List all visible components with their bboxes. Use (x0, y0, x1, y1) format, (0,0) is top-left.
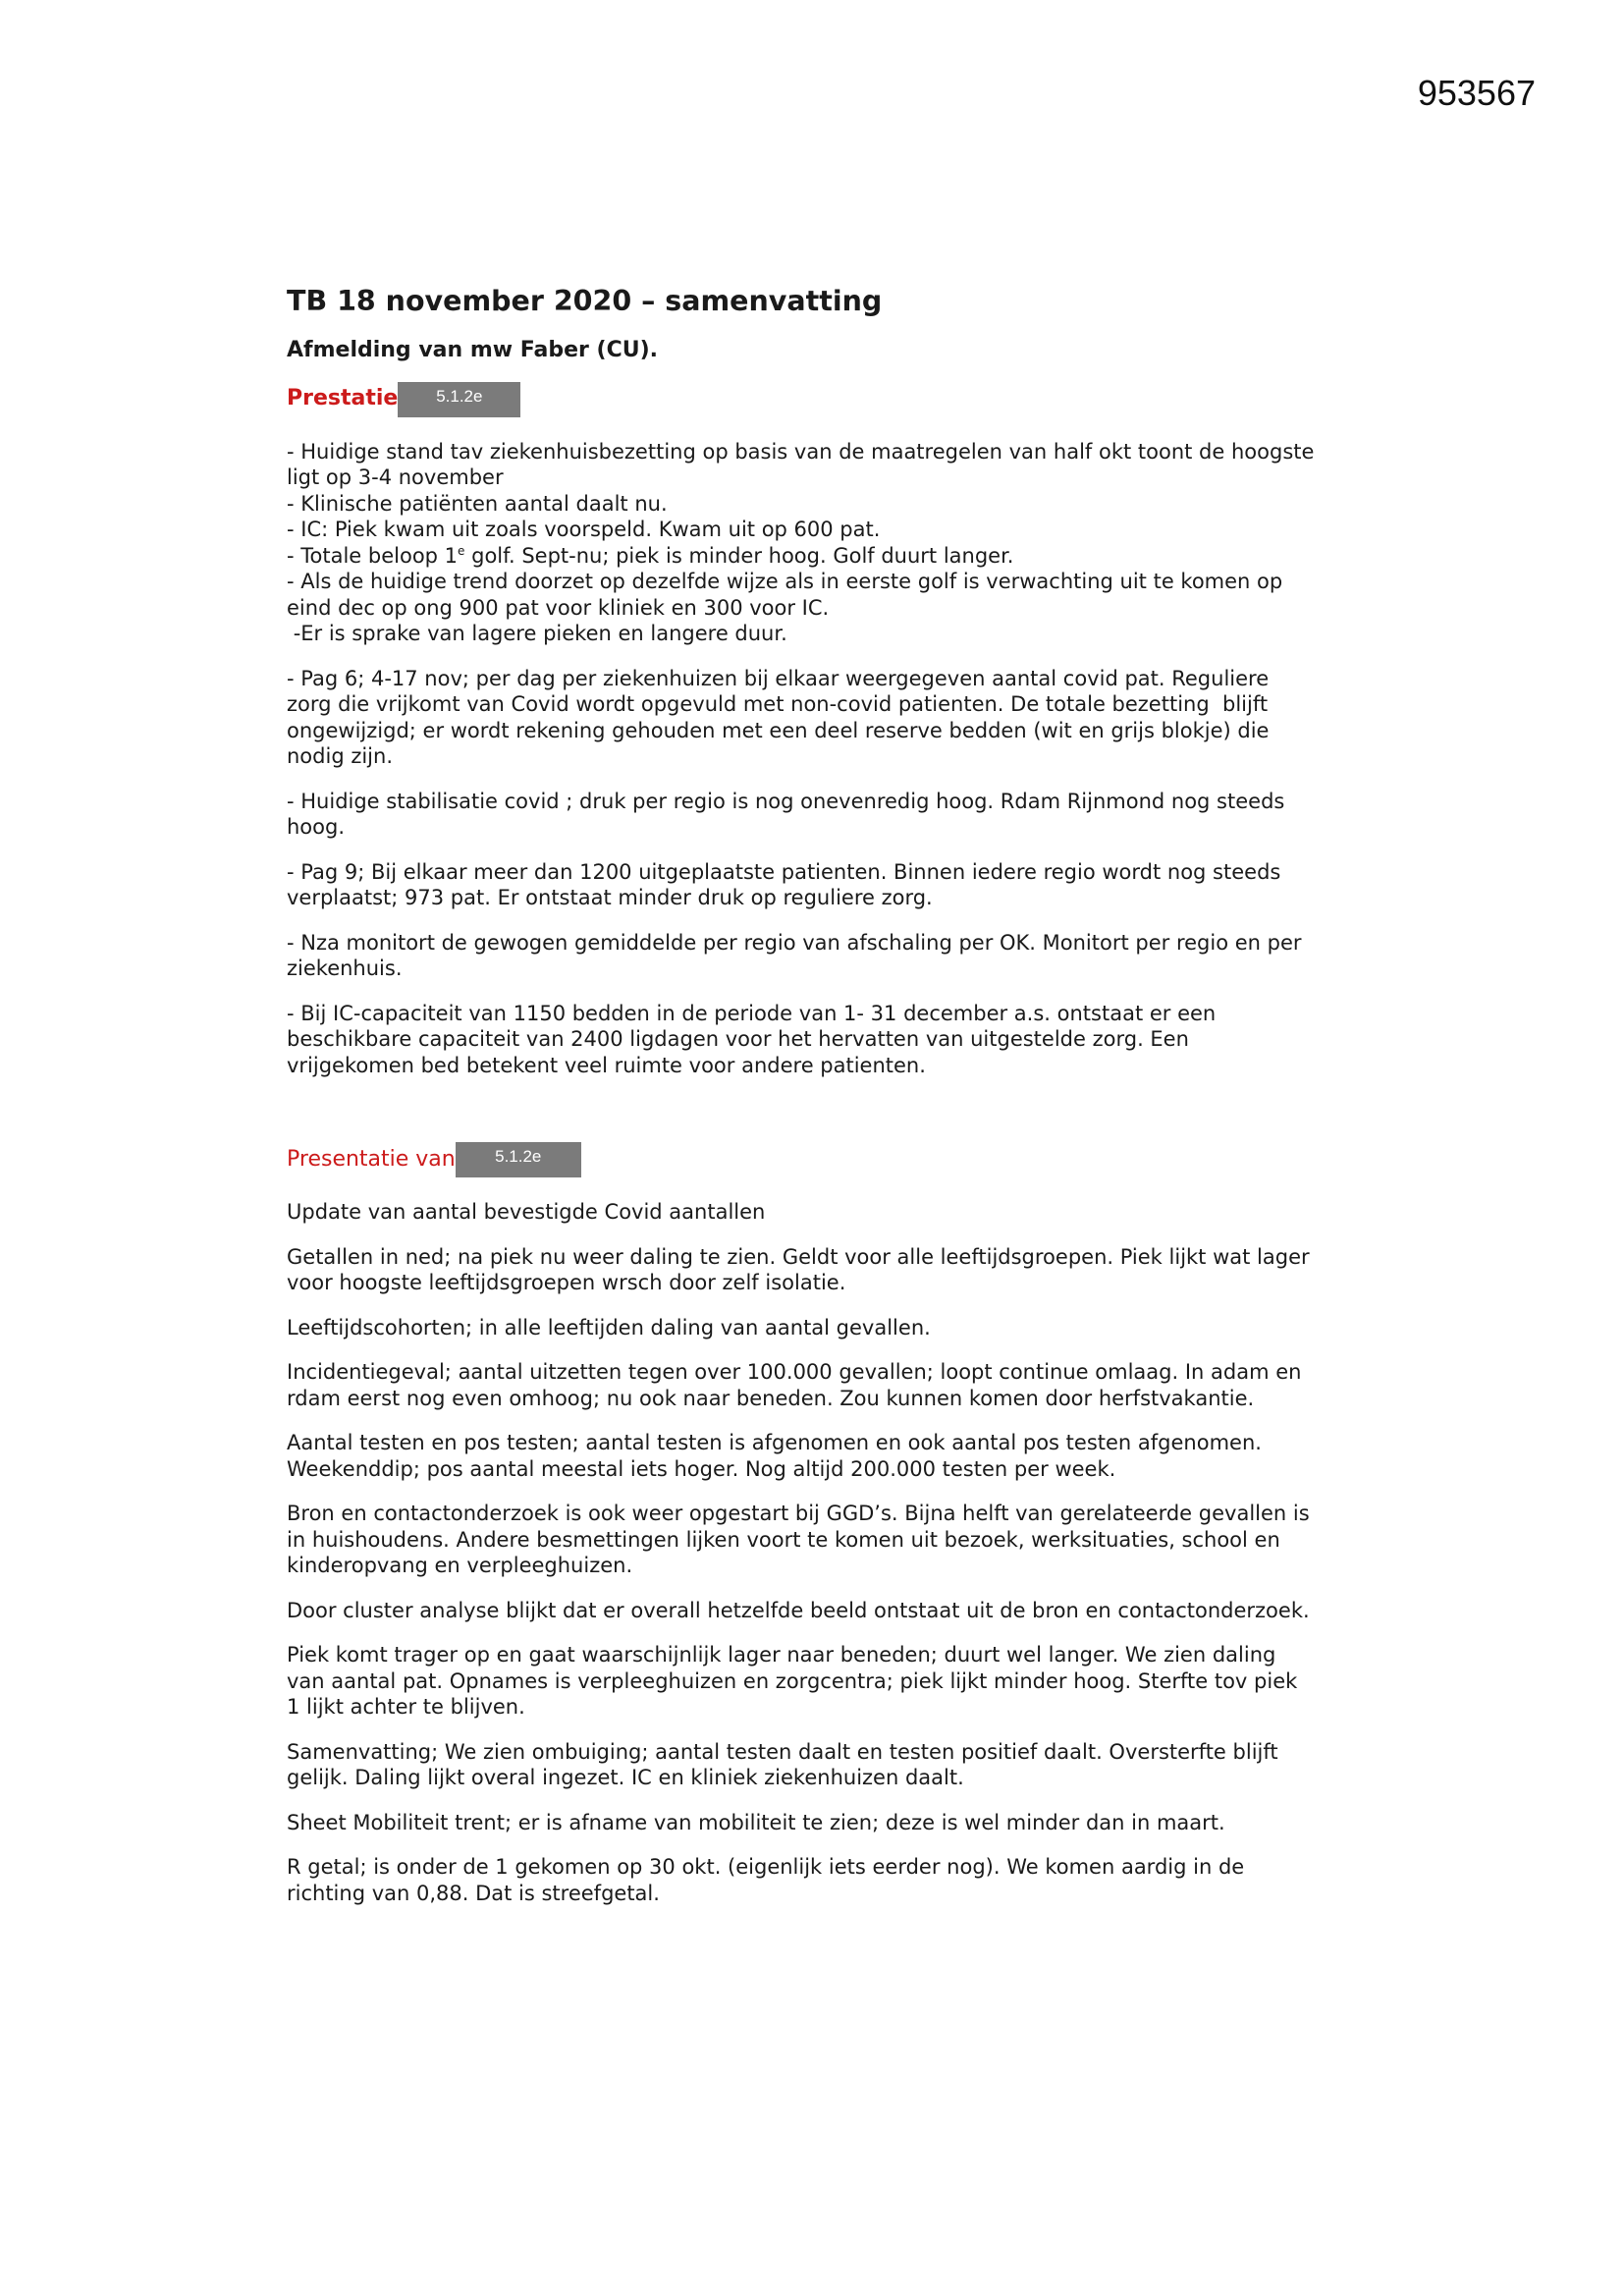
paragraph-line: gelijk. Daling lijkt overal ingezet. IC en kliniek ziekenhuizen daalt. (287, 1766, 964, 1789)
paragraph-line: van aantal pat. Opnames is verpleeghuizen en zorgcentra; piek lijkt minder hoog. Sterfte tov piek (287, 1668, 1298, 1693)
paragraph-line: Update van aantal bevestigde Covid aantallen (287, 1200, 766, 1224)
bullet-line: ligt op 3-4 november (287, 465, 504, 489)
paragraph (287, 789, 1367, 841)
paragraph-line: Incidentiegeval; aantal uitzetten tegen over 100.000 gevallen; loopt continue omlaag. In adam en (287, 1360, 1302, 1384)
paragraph-line: ziekenhuis. (287, 957, 403, 980)
paragraph-line: - Pag 9; Bij elkaar meer dan 1200 uitgeplaatste patienten. Binnen iedere regio wordt nog steeds (287, 859, 1281, 884)
paragraph-line: rdam eerst nog even omhoog; nu ook naar beneden. Zou kunnen komen door herfstvakantie. (287, 1386, 1255, 1410)
paragraph (287, 1642, 1367, 1721)
paragraph-line: in huishoudens. Andere besmettingen lijken voort te komen uit bezoek, werksituaties, school en (287, 1527, 1280, 1552)
paragraph-line: vrijgekomen bed betekent veel ruimte voor andere patienten. (287, 1053, 926, 1077)
subtitle: Afmelding van mw Faber (CU). (287, 338, 658, 362)
paragraph-line: Aantal testen en pos testen; aantal testen is afgenomen en ook aantal pos testen afgenomen. (287, 1431, 1262, 1454)
paragraph-line: richting van 0,88. Dat is streefgetal. (287, 1881, 660, 1905)
paragraph-line: Piek komt trager op en gaat waarschijnlijk lager naar beneden; duurt wel langer. We zien daling (287, 1643, 1276, 1667)
paragraph (287, 1501, 1367, 1579)
paragraph-line: - Nza monitort de gewogen gemiddelde per regio van afschaling per OK. Monitort per regio en per (287, 930, 1302, 955)
bullet-text: golf. Sept-nu; piek is minder hoog. Golf duurt langer. (464, 543, 1014, 568)
paragraph (287, 1810, 1367, 1836)
section-heading-label: Prestatie (287, 386, 399, 411)
paragraph-line: beschikbare capaciteit van 2400 ligdagen voor het hervatten van uitgestelde zorg. Een (287, 1027, 1189, 1051)
document-body (287, 285, 1367, 1925)
paragraph-line: Bron en contactonderzoek is ook weer opgestart bij GGD’s. Bijna helft van gerelateerde gevallen is (287, 1502, 1310, 1525)
paragraph-line: nodig zijn. (287, 744, 394, 768)
paragraph (287, 1001, 1367, 1079)
section-heading-label: Presentatie van (287, 1146, 456, 1172)
paragraph-line: R getal; is onder de 1 gekomen op 30 okt. (eigenlijk iets eerder nog). We komen aardig in de (287, 1855, 1245, 1879)
paragraph-line: Sheet Mobiliteit trent; er is afname van mobiliteit te zien; deze is wel minder dan in maart. (287, 1810, 1225, 1834)
section1-paragraphs (287, 666, 1367, 1079)
paragraph-line: verplaatst; 973 pat. Er ontstaat minder druk op reguliere zorg. (287, 886, 933, 909)
paragraph (287, 1315, 1367, 1341)
paragraph (287, 666, 1367, 770)
paragraph (287, 1199, 1367, 1226)
paragraph (287, 1244, 1367, 1296)
paragraph-line: - Pag 6; 4-17 nov; per dag per ziekenhuizen bij elkaar weergegeven aantal covid pat. Reguliere (287, 666, 1270, 690)
paragraph-line: Door cluster analyse blijkt dat er overall hetzelfde beeld ontstaat uit de bron en contactonderzoek. (287, 1598, 1310, 1622)
bullet-line: - Klinische patiënten aantal daalt nu. (287, 491, 668, 516)
section-heading-presentatie (287, 1142, 1367, 1177)
paragraph (287, 859, 1367, 911)
bullet-line: -Er is sprake van lagere pieken en langere duur. (287, 622, 787, 645)
paragraph-line: hoog. (287, 815, 346, 839)
redaction-box: 5.1.2e (398, 382, 520, 417)
paragraph-line: 1 lijkt achter te blijven. (287, 1695, 525, 1719)
paragraph-line: Leeftijdscohorten; in alle leeftijden daling van aantal gevallen. (287, 1315, 931, 1339)
bullet-line (287, 543, 1367, 570)
section2-paragraphs (287, 1199, 1367, 1906)
bullet-line: - Als de huidige trend doorzet op dezelfde wijze als in eerste golf is verwachting uit te komen op (287, 570, 1283, 593)
page-title: TB 18 november 2020 – samenvatting (287, 285, 883, 317)
bullet-text: - Totale beloop 1 (287, 543, 459, 568)
paragraph-line: ongewijzigd; er wordt rekening gehouden met een deel reserve bedden (wit en grijs blokje) die (287, 718, 1270, 742)
bullet-line: eind dec op ong 900 pat voor kliniek en 300 voor IC. (287, 595, 830, 620)
paragraph (287, 1359, 1367, 1411)
paragraph-line: voor hoogste leeftijdsgroepen wrsch door zelf isolatie. (287, 1271, 846, 1294)
bullet-line: - Huidige stand tav ziekenhuisbezetting op basis van de maatregelen van half okt toont de hoogste (287, 439, 1315, 464)
paragraph-line: Getallen in ned; na piek nu weer daling te zien. Geldt voor alle leeftijdsgroepen. Piek lijkt wat lager (287, 1244, 1310, 1269)
paragraph (287, 1739, 1367, 1791)
section-heading-prestatie (287, 382, 1367, 417)
paragraph-line: - Bij IC-capaciteit van 1150 bedden in de periode van 1- 31 december a.s. ontstaat er een (287, 1001, 1217, 1025)
paragraph (287, 930, 1367, 982)
paragraph-line: kinderopvang en verpleeghuizen. (287, 1554, 633, 1577)
paragraph-line: Weekenddip; pos aantal meestal iets hoger. Nog altijd 200.000 testen per week. (287, 1456, 1116, 1481)
paragraph (287, 1854, 1367, 1906)
redaction-box: 5.1.2e (456, 1142, 581, 1177)
bullet-line: - IC: Piek kwam uit zoals voorspeld. Kwam uit op 600 pat. (287, 518, 881, 541)
bullet-list (287, 439, 1367, 647)
paragraph-line: zorg die vrijkomt van Covid wordt opgevuld met non-covid patienten. De totale bezetting blijft (287, 692, 1269, 716)
superscript: e (458, 543, 465, 558)
document-id: 953567 (1417, 73, 1536, 113)
paragraph (287, 1598, 1367, 1624)
paragraph-line: Samenvatting; We zien ombuiging; aantal testen daalt en testen positief daalt. Oversterfte blijft (287, 1739, 1278, 1764)
paragraph-line: - Huidige stabilisatie covid ; druk per regio is nog onevenredig hoog. Rdam Rijnmond nog steeds (287, 789, 1285, 813)
paragraph (287, 1430, 1367, 1482)
